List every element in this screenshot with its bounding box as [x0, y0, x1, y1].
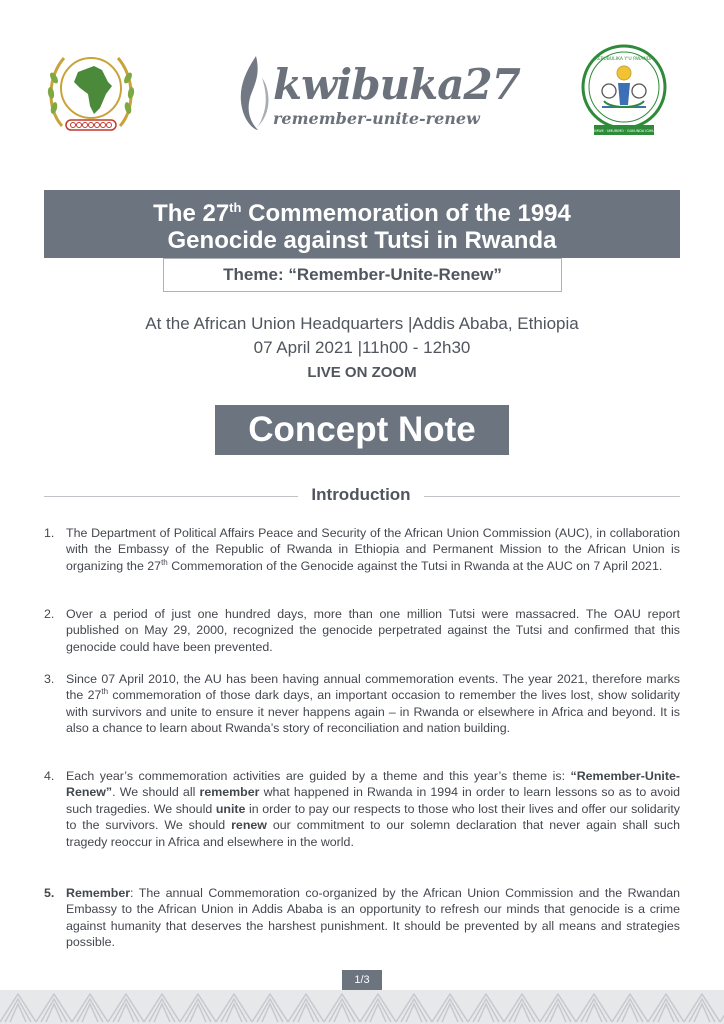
coat-of-arms-top-text: REPUBULIKA Y'U RWANDA — [594, 57, 654, 62]
kwibuka-flame-icon — [236, 54, 272, 132]
coat-of-arms-motto: UBUMWE · UMURIMO · GUKUNDA IGIHUGU — [588, 129, 660, 133]
african-union-emblem-icon — [42, 48, 140, 134]
kwibuka-wordmark: kwibuka27 — [273, 60, 520, 109]
paragraph-number: 1. — [44, 526, 55, 540]
paragraph-3 — [44, 671, 680, 737]
footer-pattern — [0, 990, 724, 1024]
paragraph-text: Remember: The annual Commemoration co-organized by the African Union Commission and the Rwandan Embassy to the African Union in Addis Ababa is an opportunity to refresh our minds that genocide is a crime against humanity that deserves the harshest punishment. It should be prevented by all means and strategies possible. — [66, 886, 680, 950]
paragraph-number: 4. — [44, 769, 55, 783]
concept-note-heading: Concept Note — [215, 405, 509, 455]
theme-box: Theme: “Remember-Unite-Renew” — [163, 258, 562, 292]
rwanda-coat-of-arms-icon — [580, 43, 668, 138]
paragraph-2 — [44, 606, 680, 655]
event-title-line2: Genocide against Tutsi in Rwanda — [167, 227, 557, 254]
paragraph-5 — [44, 885, 680, 951]
event-venue: At the African Union Headquarters |Addis Ababa, Ethiopia — [145, 314, 579, 333]
paragraph-text: The Department of Political Affairs Peace and Security of the African Union Commission (AUC), in collaboration with the Embassy of the Republic of Rwanda in Ethiopia and Permanent Mission to the African Union is organizing the 27th Commemoration of the Genocide against the Tutsi in Rwanda at the AUC on 7 April 2021. — [66, 526, 680, 573]
paragraph-text: Since 07 April 2010, the AU has been having annual commemoration events. The year 2021, therefore marks the 27th commemoration of those dark days, an important occasion to remember the lives lost, show solidarity with survivors and unite to ensure it never happens again – in Rwanda or elsewhere in Africa and beyond. It is also a chance to learn about Rwanda’s story of reconciliation and nation building. — [66, 672, 681, 736]
paragraph-4 — [44, 768, 680, 850]
kwibuka-tagline: remember-unite-renew — [273, 109, 480, 128]
paragraph-text: Each year’s commemoration activities are guided by a theme and this year’s theme is: “Remember-Unite-Renew”. We should all remember what happened in Rwanda in 1994 in order to learn lessons so as to avoid such tragedies. We should unite in order to pay our respects to those who lost their lives and offer our solidarity to the survivors. We should renew our commitment to our solemn declaration that never again shall such tragedy reoccur in Africa and elsewhere in the world. — [66, 769, 681, 849]
paragraph-1 — [44, 525, 680, 574]
event-datetime: 07 April 2021 |11h00 - 12h30 — [253, 338, 471, 357]
divider — [424, 496, 680, 497]
divider — [44, 496, 298, 497]
live-on-zoom: LIVE ON ZOOM — [307, 364, 417, 381]
section-heading-introduction: Introduction — [311, 485, 411, 504]
paragraph-number: 5. — [44, 886, 55, 900]
paragraph-number: 3. — [44, 672, 55, 686]
page-number: 1/3 — [342, 970, 382, 990]
paragraph-number: 2. — [44, 607, 55, 621]
event-title-line1: The 27th Commemoration of the 1994 — [153, 200, 571, 227]
paragraph-text: Over a period of just one hundred days, more than one million Tutsi were massacred. The OAU report published on May 29, 2000, recognized the genocide perpetrated against the Tutsi and confirmed that this genocide could have been prevented. — [66, 607, 680, 654]
event-title-banner — [44, 190, 680, 258]
